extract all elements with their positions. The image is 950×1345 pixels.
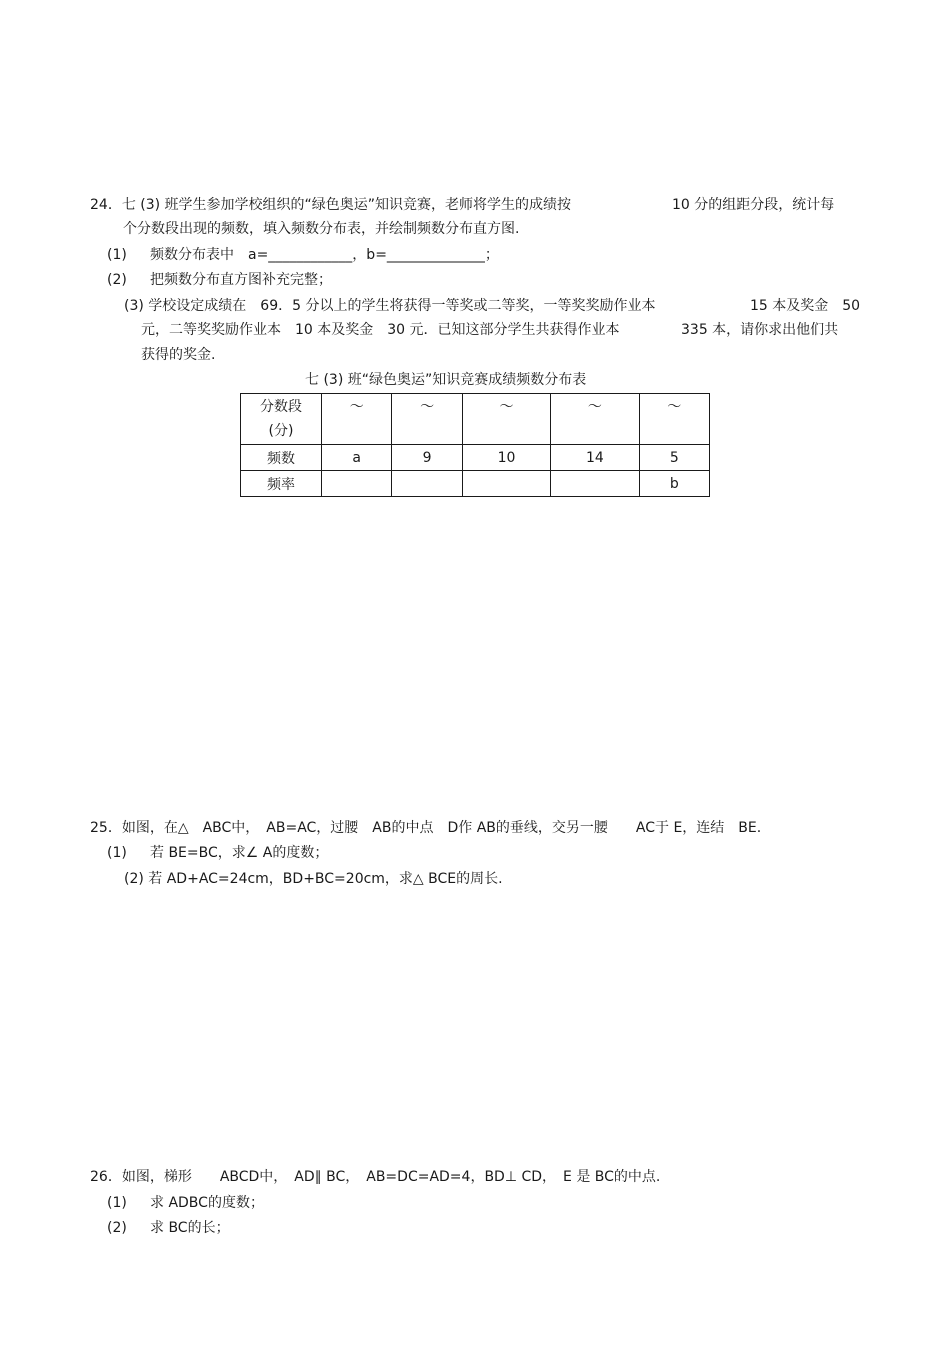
q25-part1-text: 若 BE=BC，求∠ A的度数； xyxy=(150,845,329,861)
q25-part1-number: (1) xyxy=(107,845,127,861)
table-title: 七 (3) 班“绿色奥运”知识竞赛成绩频数分布表 xyxy=(305,372,587,388)
q24-part3-line3: 获得的奖金. xyxy=(141,347,216,363)
q24-part3-line1-a: (3) 学校设定成绩在 69．5 分以上的学生将获得一等奖或二等奖，一等奖奖励作业本 xyxy=(124,298,656,314)
frequency-cell: 14 xyxy=(551,445,639,471)
q24-line1-part1: 24．七 (3) 班学生参加学校组织的“绿色奥运”知识竞赛，老师将学生的成绩按 xyxy=(90,197,572,213)
rate-cell xyxy=(322,471,392,497)
q26-part1-number: (1) xyxy=(107,1195,127,1211)
rate-cell xyxy=(462,471,550,497)
table-header-ranges xyxy=(241,394,322,445)
range-cell: ～ xyxy=(551,394,639,445)
header-ranges-line2: (分) xyxy=(268,423,294,439)
q26-part1-text: 求 ADBC的度数； xyxy=(150,1195,264,1211)
q24-line1-part2: 10 分的组距分段，统计每 xyxy=(672,197,835,213)
q25-part2-text: (2) 若 AD+AC=24cm，BD+BC=20cm，求△ BCE的周长. xyxy=(124,871,503,887)
table-row-rate xyxy=(241,471,710,497)
q26-part2-text: 求 BC的长； xyxy=(150,1220,230,1236)
table-row-ranges xyxy=(241,394,710,445)
frequency-cell: a xyxy=(322,445,392,471)
table-row-frequency xyxy=(241,445,710,471)
q24-part1-number: (1) xyxy=(107,247,127,263)
q24-part3-line2-b: 335 本，请你求出他们共 xyxy=(681,322,839,338)
q24-part3-line1-b: 15 本及奖金 50 xyxy=(750,298,861,314)
q24-part2-text: 把频数分布直方图补充完整； xyxy=(150,272,332,288)
table-header-frequency: 频数 xyxy=(241,445,322,471)
frequency-table xyxy=(240,393,710,497)
frequency-cell: 5 xyxy=(639,445,709,471)
q24-part2-number: (2) xyxy=(107,272,127,288)
range-cell: ～ xyxy=(322,394,392,445)
q24-part1-text: 频数分布表中 a=____________，b=______________； xyxy=(150,247,499,263)
range-cell: ～ xyxy=(462,394,550,445)
q24-line1 xyxy=(90,195,571,215)
q25-line1: 25．如图，在△ ABC中， AB=AC，过腰 AB的中点 D作 AB的垂线，交另一腰 AC于 E，连结 BE. xyxy=(90,820,762,836)
table-header-rate: 频率 xyxy=(241,471,322,497)
range-cell: ～ xyxy=(392,394,462,445)
q24-line2: 个分数段出现的频数，填入频数分布表，并绘制频数分布直方图. xyxy=(123,221,520,237)
q26-line1: 26．如图，梯形 ABCD中， AD∥ BC， AB=DC=AD=4，BD⊥ CD， E 是 BC的中点. xyxy=(90,1169,661,1185)
q24-part3-line2-a: 元，二等奖奖励作业本 10 本及奖金 30 元．已知这部分学生共获得作业本 xyxy=(141,322,620,338)
range-cell: ～ xyxy=(639,394,709,445)
rate-cell xyxy=(551,471,639,497)
frequency-cell: 10 xyxy=(462,445,550,471)
header-ranges-line1: 分数段 xyxy=(260,399,302,415)
rate-cell: b xyxy=(639,471,709,497)
q26-part2-number: (2) xyxy=(107,1220,127,1236)
frequency-cell: 9 xyxy=(392,445,462,471)
rate-cell xyxy=(392,471,462,497)
